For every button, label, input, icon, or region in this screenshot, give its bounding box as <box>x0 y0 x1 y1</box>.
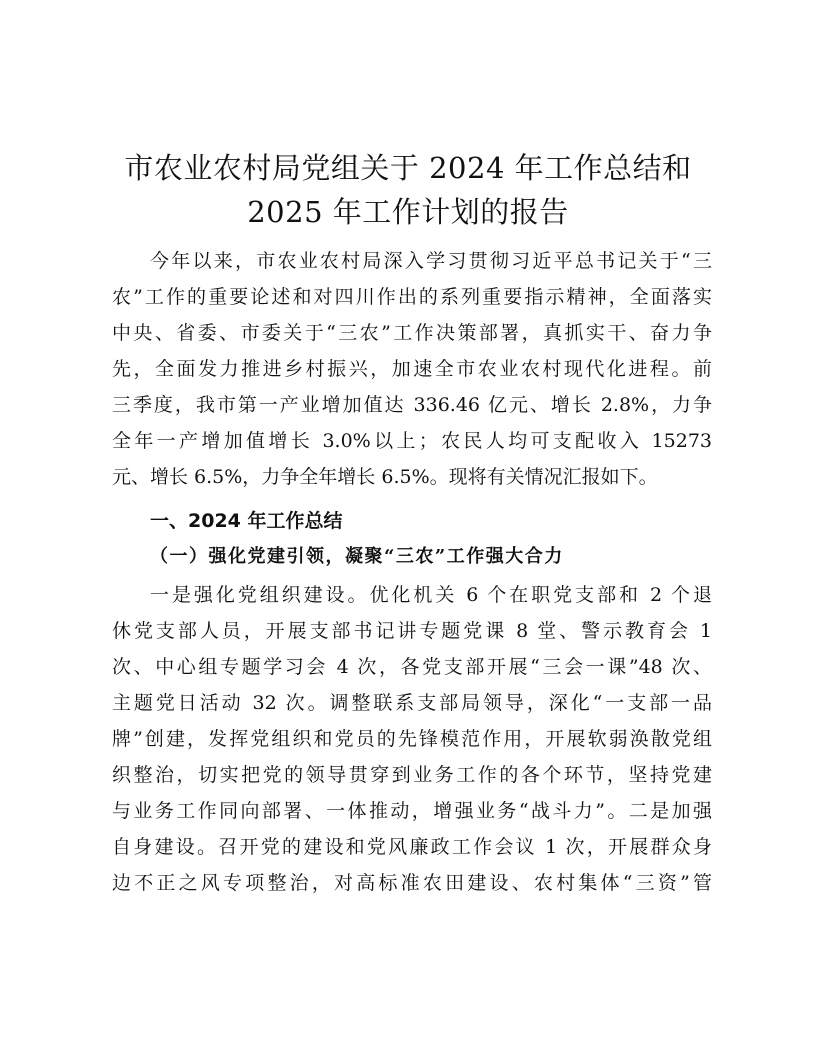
title-line-2: 2025 年工作计划的报告 <box>247 195 569 229</box>
body-line-4: 主题党日活动 32 次。调整联系支部局领导，深化“一支部一品 <box>112 692 712 714</box>
body-line-1: 一是强化党组织建设。优化机关 6 个在职党支部和 2 个退 <box>150 584 712 606</box>
body-line-5: 牌”创建，发挥党组织和党员的先锋模范作用，开展软弱涣散党组 <box>112 728 712 750</box>
body-line-6: 织整治，切实把党的领导贯穿到业务工作的各个环节，坚持党建 <box>112 764 712 786</box>
intro-line-5: 三季度，我市第一产业增加值达 336.46 亿元、增长 2.8%，力争 <box>112 394 712 416</box>
intro-line-3: 中央、省委、市委关于“三农”工作决策部署，真抓实干、奋力争 <box>112 322 712 344</box>
intro-line-2: 农”工作的重要论述和对四川作出的系列重要指示精神，全面落实 <box>112 286 712 308</box>
body-line-9: 边不正之风专项整治，对高标准农田建设、农村集体“三资”管 <box>112 872 712 894</box>
intro-line-7: 元、增长 6.5%，力争全年增长 6.5%。现将有关情况汇报如下。 <box>112 466 658 488</box>
section-heading: 一、2024 年工作总结 <box>150 510 343 532</box>
body-line-3: 次、中心组专题学习会 4 次，各党支部开展“三会一课”48 次、 <box>112 656 712 678</box>
body-line-8: 自身建设。召开党的建设和党风廉政工作会议 1 次，开展群众身 <box>112 836 712 858</box>
intro-line-1: 今年以来，市农业农村局深入学习贯彻习近平总书记关于“三 <box>150 250 712 272</box>
intro-line-4: 先，全面发力推进乡村振兴，加速全市农业农村现代化进程。前 <box>112 358 712 380</box>
subsection-heading: （一）强化党建引领，凝聚“三农”工作强大合力 <box>150 546 564 567</box>
document-title <box>90 146 726 234</box>
intro-line-6: 全年一产增加值增长 3.0%以上；农民人均可支配收入 15273 <box>112 430 712 452</box>
body-line-7: 与业务工作同向部署、一体推动，增强业务“战斗力”。二是加强 <box>112 800 712 822</box>
title-line-1: 市农业农村局党组关于 2024 年工作总结和 <box>124 151 692 185</box>
body-line-2: 休党支部人员，开展支部书记讲专题党课 8 堂、警示教育会 1 <box>112 620 712 642</box>
